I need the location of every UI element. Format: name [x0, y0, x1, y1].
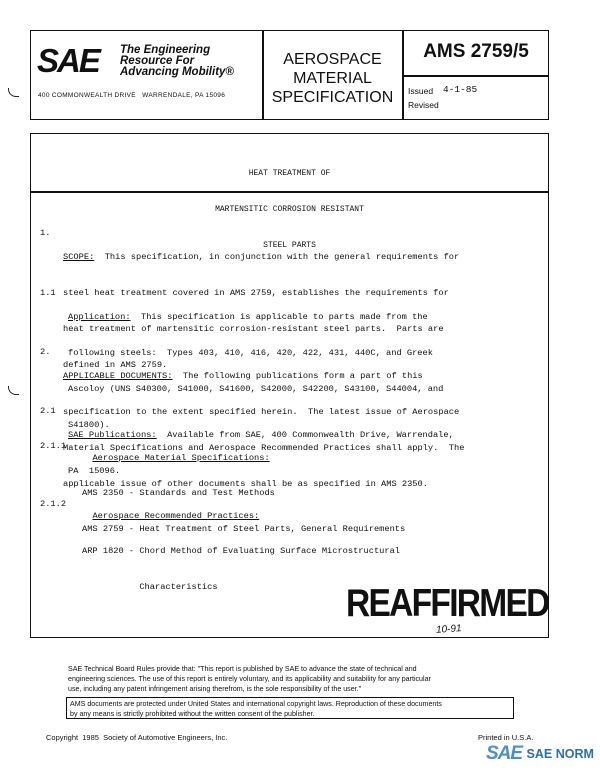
section-2-1-1-heading [82, 440, 270, 464]
spec-type [263, 50, 402, 107]
body-line: defined in AMS 2759. [63, 360, 168, 370]
body-line: This specification is applicable to parts made from the [141, 312, 428, 322]
handwritten-date: 10-91 [435, 623, 462, 636]
body-line: Material Specifications and Aerospace Recommended Practices shall apply. The [63, 443, 465, 453]
revised-label: Revised [408, 100, 439, 110]
copyright: Copyright 1985 Society of Automotive Engineers, Inc. [46, 733, 228, 742]
section-heading: SCOPE: [63, 252, 95, 262]
body-line: S41800). [68, 420, 110, 430]
footer-line: by any means is strictly prohibited without the written consent of the publisher. [70, 710, 315, 718]
section-number: 1. [40, 228, 51, 238]
doc-number: AMS 2759/5 [423, 41, 529, 62]
section-heading: Aerospace Material Specifications: [92, 453, 270, 463]
body-line: The following publications form a part of this [182, 371, 423, 381]
tagline-line: The Engineering [120, 44, 211, 56]
header-divider-3 [402, 75, 548, 77]
spec-type-line: MATERIAL [293, 70, 372, 87]
title-line: HEAT TREATMENT OF [248, 169, 331, 178]
body-line: heat treatment of martensitic corrosion-resistant steel parts. Parts are [63, 324, 444, 334]
title-line: MARTENSITIC CORROSION RESISTANT [215, 205, 364, 214]
address: 400 COMMONWEALTH DRIVE WARRENDALE, PA 15096 [38, 92, 226, 99]
sae-norm-logo-icon: SAE [486, 743, 523, 764]
title-line: STEEL PARTS [263, 241, 316, 250]
section-heading: APPLICABLE DOCUMENTS: [63, 371, 173, 381]
issued-label: Issued [408, 86, 434, 96]
body-line: Available from SAE, 400 Commonwealth Drive, Warrendale, [167, 430, 454, 440]
tagline [120, 45, 234, 78]
section-number: 2.1.1 [40, 441, 67, 451]
logo-text: SAE [37, 42, 99, 79]
section-heading: SAE Publications: [68, 430, 157, 440]
tagline-line: Advancing Mobility® [120, 66, 234, 78]
body-line: steel heat treatment covered in AMS 2759, establishes the requirements for [63, 288, 449, 298]
body-line: Ascoloy (UNS S40300, S41000, S41600, S42000, S42200, S43100, S44004, and [68, 384, 444, 394]
section-number: 2. [40, 347, 51, 357]
watermark-text: SAE NORM [526, 747, 594, 761]
body-line: PA 15096. [68, 466, 121, 476]
list-item: AMS 2759 - Heat Treatment of Steel Parts, General Requirements [82, 524, 406, 534]
copyright-notice-box [66, 697, 514, 719]
footer-line: SAE Technical Board Rules provide that: "This report is published by SAE to advance the state of technical and [68, 665, 417, 673]
board-rules [68, 664, 431, 694]
sae-logo [37, 44, 99, 78]
printed-in: Printed in U.S.A. [478, 733, 534, 742]
body-line: following steels: Types 403, 410, 416, 420, 422, 431, 440C, and Greek [68, 348, 433, 358]
list-item: Characteristics [82, 582, 218, 592]
footer-line: use, including any patent infringement arising therefrom, is the sole responsibility of the user." [68, 685, 362, 693]
spec-type-line: SPECIFICATION [271, 89, 394, 106]
section-number: 2.1.2 [40, 499, 67, 509]
issued-date: 4-1-85 [443, 84, 478, 95]
margin-mark-icon [8, 88, 19, 97]
section-heading: Application: [68, 312, 131, 322]
reaffirmed-stamp: REAFFIRMED [346, 582, 549, 625]
section-2-1-2-heading [82, 498, 259, 522]
section-heading: Aerospace Recommended Practices: [92, 511, 260, 521]
body-line: specification to the extent specified herein. The latest issue of Aerospace [63, 407, 460, 417]
body-line: This specification, in conjunction with the general requirements for [104, 252, 460, 262]
footer-line: engineering sciences. The use of this report is entirely voluntary, and its applicability and suitability for any particular [68, 675, 431, 683]
body-line: applicable issue of other documents shall be as specified in AMS 2350. [63, 479, 428, 489]
spec-type-line: AEROSPACE [283, 51, 382, 68]
section-number: 1.1 [40, 288, 56, 298]
section-number: 2.1 [40, 406, 56, 416]
list-item: ARP 1820 - Chord Method of Evaluating Surface Microstructural [82, 546, 401, 556]
tagline-line: Resource For [120, 55, 195, 67]
margin-mark-icon [8, 386, 19, 395]
footer-line: AMS documents are protected under United States and international copyright laws. Reproduction of these documents [70, 700, 442, 708]
list-item: AMS 2350 - Standards and Test Methods [82, 488, 275, 498]
sae-norm-watermark [486, 743, 594, 765]
